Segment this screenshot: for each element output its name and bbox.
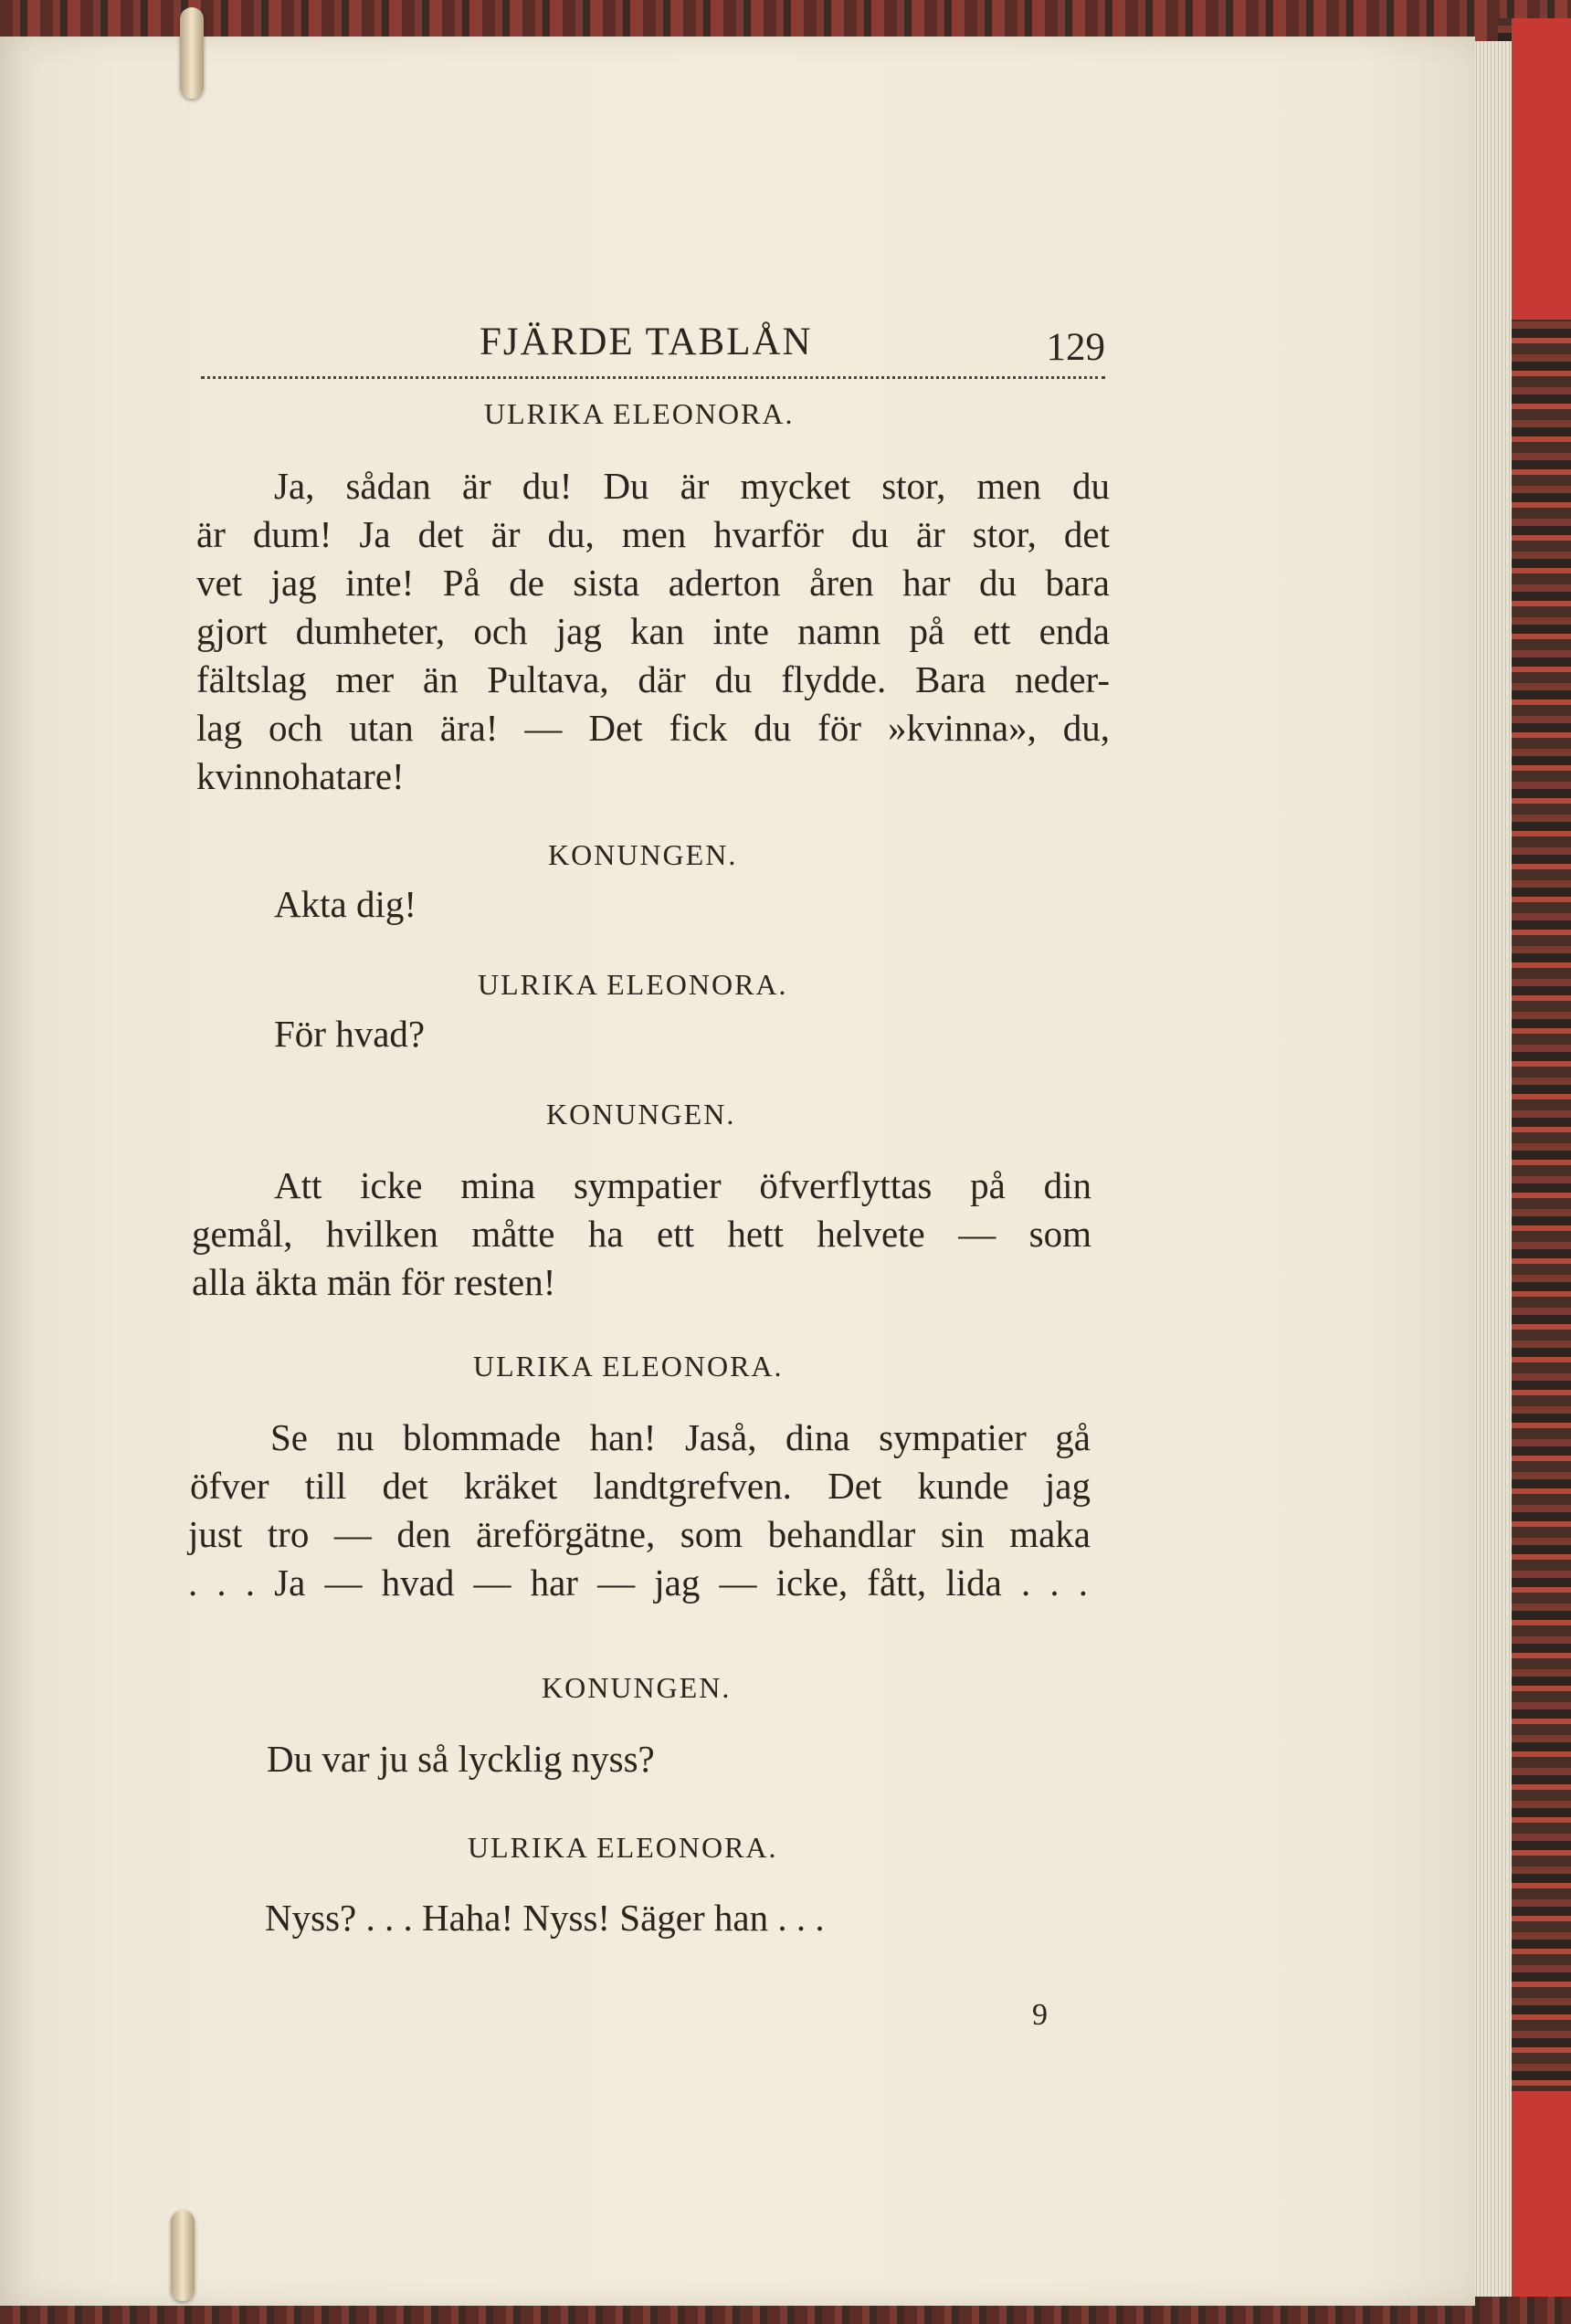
dialogue-line: Akta dig! (274, 883, 416, 925)
page-header (201, 310, 1105, 374)
dialogue-line: Nyss? . . . Haha! Nyss! Säger han . . . (265, 1897, 825, 1939)
dialogue-line: öfver till det kräket landtgrefven. Det kunde jag (190, 1465, 1091, 1507)
page-clip-top (180, 7, 204, 99)
dialogue-line: är dum! Ja det är du, men hvarför du är stor, det (196, 513, 1110, 555)
dialogue-line: Du var ju så lycklig nyss? (267, 1738, 655, 1780)
dialogue-line: Ja, sådan är du! Du är mycket stor, men du (274, 465, 1110, 507)
dialogue-line: vet jag inte! På de sista aderton åren har du bara (196, 562, 1110, 604)
speaker-label: KONUNGEN. (548, 838, 738, 871)
page-clip-bottom (171, 2210, 195, 2301)
dialogue-line: För hvad? (274, 1013, 426, 1055)
dialogue-line: fältslag mer än Pultava, där du flydde. Bara neder- (196, 658, 1110, 700)
dialogue-line: . . . Ja — hvad — har — jag — icke, fått, lida . . . (188, 1562, 1088, 1604)
dialogue-line: just tro — den äreförgätne, som behandlar sin maka (188, 1513, 1091, 1555)
page-number: 129 (1046, 326, 1105, 369)
speaker-label: ULRIKA ELEONORA. (484, 397, 795, 430)
dialogue-line: gemål, hvilken måtte ha ett hett helvete — som (192, 1213, 1091, 1255)
speaker-label: ULRIKA ELEONORA. (478, 968, 788, 1001)
header-dotted-rule (201, 376, 1105, 379)
dialogue-line: lag och utan ära! — Det fick du för »kvinna», du, (196, 707, 1110, 749)
speaker-label: ULRIKA ELEONORA. (468, 1831, 778, 1864)
dialogue-line: alla äkta män för resten! (192, 1261, 556, 1303)
speaker-label: ULRIKA ELEONORA. (473, 1350, 784, 1383)
speaker-label: KONUNGEN. (542, 1671, 732, 1704)
dialogue-line: kvinnohatare! (196, 755, 405, 797)
speaker-label: KONUNGEN. (546, 1098, 736, 1130)
dialogue-line: gjort dumheter, och jag kan inte namn på ett enda (196, 610, 1110, 652)
book-page (0, 37, 1475, 2306)
dialogue-line: Att icke mina sympatier öfverflyttas på din (274, 1164, 1091, 1206)
dialogue-line: Se nu blommade han! Jaså, dina sympatier gå (270, 1416, 1091, 1458)
running-title: FJÄRDE TABLÅN (480, 321, 813, 363)
red-cover-corner-bottom (1507, 2091, 1571, 2310)
red-cover-corner-top (1512, 18, 1571, 320)
signature-mark: 9 (1032, 1998, 1048, 2032)
